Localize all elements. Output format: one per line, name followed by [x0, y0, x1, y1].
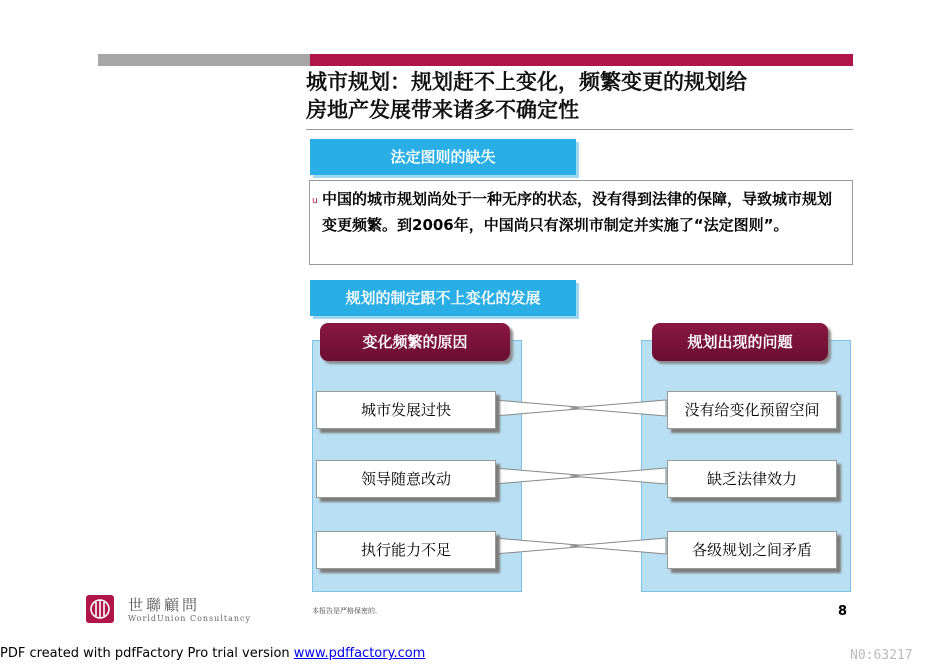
- logo-english-name: WorldUnion Consultancy: [128, 614, 252, 623]
- image-code: N0:63217: [850, 648, 913, 663]
- connector-arrow: [570, 468, 666, 484]
- section-header-legal-plan: 法定图则的缺失: [310, 139, 576, 175]
- section-text-box: [309, 180, 853, 265]
- title-line-1: 城市规划：规划赶不上变化，频繁变更的规划给: [306, 70, 747, 94]
- slide-title: [306, 68, 866, 124]
- cause-item: 城市发展过快: [316, 391, 496, 429]
- watermark-text: PDF created with pdfFactory Pro trial version: [0, 646, 294, 661]
- cause-item: 执行能力不足: [316, 531, 496, 569]
- world-union-logo-icon: [86, 595, 114, 623]
- title-divider: [306, 129, 853, 130]
- section-text: 中国的城市规划尚处于一种无序的状态，没有得到法律的保障，导致城市规划变更频繁。到2006年，中国尚只有深圳市制定并实施了“法定图则”。: [322, 190, 833, 234]
- cause-item: 领导随意改动: [316, 460, 496, 498]
- watermark-link[interactable]: www.pdffactory.com: [293, 646, 426, 661]
- section-header-planning-lag: 规划的制定跟不上变化的发展: [310, 280, 576, 316]
- problem-item: 没有给变化预留空间: [667, 391, 837, 429]
- title-line-2: 房地产发展带来诸多不确定性: [306, 98, 579, 122]
- pdf-watermark: [0, 646, 425, 661]
- header-bar-red: [310, 54, 853, 66]
- page-number: 8: [838, 604, 848, 619]
- cause-problem-connectors: [480, 380, 680, 560]
- problems-header: 规划出现的问题: [652, 323, 828, 361]
- header-bar-gray: [98, 54, 310, 66]
- confidential-footnote: 本报告是严格保密的.: [312, 607, 378, 615]
- problem-item: 各级规划之间矛盾: [667, 531, 837, 569]
- logo-chinese-name: 世聯顧問: [128, 596, 201, 614]
- connector-arrow: [570, 538, 666, 554]
- causes-header: 变化频繁的原因: [320, 323, 510, 361]
- problem-item: 缺乏法律效力: [667, 460, 837, 498]
- bullet-marker: u: [312, 196, 318, 206]
- connector-arrow: [570, 400, 666, 416]
